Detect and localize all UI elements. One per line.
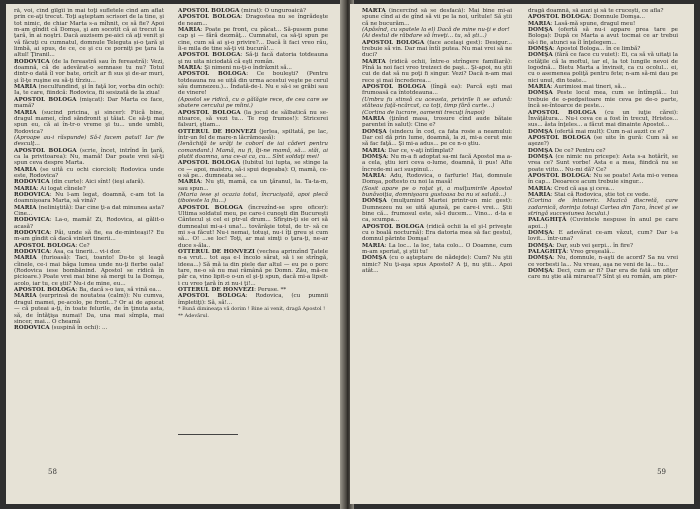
dialogue-line	[178, 71, 328, 96]
dialogue-text: (mirat): O unguroaică?	[239, 8, 306, 14]
dialogue-line	[178, 293, 328, 306]
speaker-name: DOMŞA	[528, 147, 553, 154]
dialogue-text: (neculfundind, şi în faţă lor, vorba din ochi): Ia, te care, fiindcă: Rodovica, fii sesizată de la ziua!	[14, 84, 164, 97]
footnote-divider	[178, 434, 238, 435]
stage-direction-text: (Umbra fu stinsă cu aceasta, privirile li se adună: stăteau faţă-ncărcat, ca toţi, timp fără curte...)	[362, 96, 512, 110]
speaker-name: APOSTOL BOLOGA	[178, 71, 247, 78]
dialogue-text: De ce? Pentru ce?	[552, 147, 606, 154]
dialogue-line	[362, 224, 512, 243]
speaker-name: PALAGHIŢĂ	[528, 249, 567, 256]
dialogue-text: (cu o aşteptare de nădejde): Cum? Nu ştii nimic? Nu ţi-aşa spus Apostol? A ţi, nu ştii... Apoi atât...	[362, 255, 512, 275]
speaker-name: PALAGHIŢĂ	[528, 217, 567, 224]
speaker-name: DOMŞA	[528, 255, 553, 262]
dialogue-text: : Nu m-a fi adoptat sa-mi facă Apostol ma a-a cela, ştiu ieri ceva o-lume, doamnă, îi pus! Aflu încrede-mi aci suspinul...	[362, 153, 512, 173]
dialogue-text: : Vreo greşeală...	[566, 249, 615, 256]
dialogue-text: (scrie, încet, intrînd în ţară, ca la privitoarea): Nu, mamă! Dar poate vrei să-ţi spun ceva despre Marta.	[14, 147, 164, 167]
dialogue-text: : Nu l-am legat, doamnă, c-am tot la doamnișoara Marta, să vină?	[14, 191, 164, 205]
dialogue-line	[528, 90, 678, 109]
speaker-name: DOMŞA	[528, 27, 553, 34]
right-page	[350, 4, 694, 504]
right-page-number: 59	[657, 468, 666, 476]
dialogue-line	[14, 8, 164, 59]
dialogue-text: (ofertă să nu-i appare prea tare pe Bologa): După ce Marta a avut tocmai ce ar trebui să-i fie, atunci sa îl înţelegem...	[528, 27, 678, 46]
dialogue-text: : Dar, sub vei şerpi... în fire?	[552, 242, 633, 249]
speaker-name: APOSTOL BOLOGA	[178, 8, 240, 14]
dialogue-line	[528, 268, 678, 281]
dialogue-line	[14, 192, 164, 205]
stage-direction-text: (Cortina de întuneric. Muzică discretă, care zadarnică, dorinţa totuşi Cartea din Ţara, încet şi se stringă succesiunea locului.)	[528, 198, 678, 217]
speaker-name: DOMŞA	[528, 90, 553, 97]
speaker-name: APOSTOL BOLOGA	[528, 14, 590, 21]
dialogue-text: : Lasă-mă spune, dragul meu!	[550, 20, 636, 27]
speaker-name: DOMŞA	[528, 128, 553, 135]
dialogue-text: (din curte): Aici sînt! (ieşi afară).	[49, 179, 145, 186]
speaker-name: RODOVICA	[14, 179, 50, 186]
speaker-name: MARIA	[528, 84, 551, 91]
dialogue-text: (face acelaşi gest): Desigur... trebuie să vin. Dar mai întîi putea. Nu mai vrei să ne duci?	[362, 39, 512, 59]
dialogue-text: dragă doamnă, să auzi şi să te crucești, ce afla?	[528, 8, 664, 14]
speaker-name: OTTERUL DE HONVEZI	[178, 128, 257, 135]
speaker-name: MARIA	[362, 115, 385, 122]
dialogue-line	[14, 255, 164, 287]
speaker-name: APOSTOL BOLOGA	[528, 134, 591, 141]
dialogue-text: : Adu, Rodovica, o farfurie! Hai, domnule Domşa, poftesto cu noi la masă!	[362, 172, 512, 186]
speaker-name: APOSTOL BOLOGA	[178, 160, 241, 167]
stage-direction	[178, 141, 328, 160]
dialogue-line	[362, 243, 512, 256]
dialogue-text: (surprinsă de noutatea (calm)): Nu cumva, dragul mamei, pe-acolo, pe front...? Or ai de apucat — că puteai a-ţi, în toate felurile, de în ţinuta asta, să, de întăţişa numai! Da, una mai sîmpla, mai sincer, mai... O cheamă	[14, 293, 164, 325]
dialogue-line	[14, 217, 164, 230]
dialogue-line	[14, 97, 164, 110]
dialogue-text: : Nu şti, mamă, ca un ţăranul, la. Ta-ta-m, sau spun...	[178, 179, 328, 192]
dialogue-text: : Apostol Bologa... în ce limbă?	[552, 46, 641, 53]
dialogue-line	[14, 230, 164, 243]
dialogue-text: (sucind pricina, şi sincer): Fiică bine, dragul mamei, cînd săndronit şi tăiat. Ce să-ţi mai spun eu, că ai în-tr-o vreme şi tu... unde umbli, Rodovica?	[14, 109, 164, 135]
dialogue-line	[14, 167, 164, 180]
stage-direction-text: (Apăsînd, cu spatele la el) Dacă de mine nu-ţi e dor!	[362, 27, 510, 34]
dialogue-text: (mişcat): Dar Marta ce face, mamă?	[14, 96, 164, 110]
dialogue-line	[14, 59, 164, 84]
dialogue-text: : Domnule Domşa...	[589, 14, 646, 21]
dialogue-text: : Nu, domnule, n-aşti de acord? Sa nu vrei ce vorbesti la... Nu vreau, aşa ne veni de la... tu...	[528, 255, 678, 268]
speaker-name: MARIA	[14, 185, 37, 192]
speaker-name: APOSTOL BOLOGA	[14, 147, 77, 154]
dialogue-line	[178, 52, 328, 65]
dialogue-line	[528, 135, 678, 148]
dialogue-text: : Nu se poate! Asta mi-o venea în cap... Deoarece acum trebuie singur...	[528, 172, 678, 186]
dialogue-line	[14, 110, 164, 135]
dialogue-line	[362, 173, 512, 186]
dialogue-line	[14, 205, 164, 218]
speaker-name: RODOVICA	[14, 249, 50, 256]
speaker-name: DOMŞA	[362, 255, 387, 262]
speaker-name: DOMŞA	[362, 128, 387, 135]
speaker-name: APOSTOL BOLOGA	[362, 84, 427, 91]
speaker-name: DOMŞA	[362, 198, 387, 205]
speaker-name: DOMŞA	[528, 52, 553, 59]
speaker-name: MARIA	[178, 27, 201, 34]
speaker-name: MARIA	[362, 242, 385, 249]
dialogue-text: : Ce bouleşti? (Pentru totdeauna nu se uită din urma acestui veşte pe cerul său dumnezeu.)... Îndată-de-l. Nu e să-i se grăbi sau de vinere!	[178, 71, 328, 97]
dialogue-text: (ţinînd masa, trosure cînd aude bătaie parentei în salut): Cine e?	[362, 115, 512, 129]
dialogue-text: : La loc... la loc, tata colo... O Doamne, cum m-am speriat, şi știi tu!	[362, 242, 512, 256]
dialogue-text: (cu un iuţie cărei): Învăţătura... Nu-i ceva ce a fost în trecut, Hristos... sus... ăsta înţeles... a făcut mai dinainte Apostol...	[528, 109, 678, 129]
speaker-name: OTTERUL DE HONVEZI	[178, 287, 255, 294]
speaker-name: RODOVICA	[14, 191, 50, 198]
dialogue-line	[178, 110, 328, 129]
dialogue-text: : Poate pe front, cu păcat... Să-pusem pune cap şi — fără dezmăţ... Cumnatul, ca să-ţi spun pe cine, cum să ai şi-o privire?... Dacă îi faci vreo rău, îi-e mila de tine să-ţi vii bucură!...	[178, 27, 328, 53]
dialogue-line	[362, 8, 512, 27]
speaker-name: RODOVICA	[14, 230, 50, 237]
dialogue-text: (Iubitul lui lupta, se stinge la ce — apoi, maistru, să-i spui degeaba): O, mamă, ce-o să pe... dumneata se...	[178, 160, 328, 179]
stage-direction	[14, 135, 164, 148]
dialogue-text: (ridică ochii la el şi-l priveşte cu o boală nocturnă): Era datoria mea să fac gestul, domnul părinte Domşa!	[362, 223, 512, 243]
dialogue-line	[178, 160, 328, 179]
dialogue-line	[362, 154, 512, 173]
stage-direction-text: (Aproape au-i răspunde) Să-l facem patul! Iar fie desculţ...	[14, 134, 164, 148]
dialogue-text: (neliniştită): Dar cine ţi-a dat minunea asta? Cine...	[14, 204, 164, 217]
speaker-name: MARIA	[528, 185, 551, 192]
dialogue-line	[528, 52, 678, 84]
dialogue-text: : Aurimiosi mai tineri, să...	[550, 84, 627, 91]
left-page	[6, 4, 344, 504]
speaker-name: MARTA	[362, 8, 386, 14]
speaker-name: MARIA	[528, 191, 551, 198]
speaker-name: MARIA	[14, 84, 37, 91]
dialogue-text: : Stai că Rodovica, știe tot ce vede.	[550, 191, 651, 198]
dialogue-text: Peste locul mea, cum se întîmplă... lui trebuie de o-pedpsitoare mie ceva pe de-o parte, încă se-întoarce de peste...	[528, 90, 678, 110]
dialogue-line	[528, 27, 678, 46]
dialogue-line	[178, 179, 328, 192]
dialogue-text: (suspină în ochi): ...	[49, 325, 108, 332]
dialogue-line	[14, 84, 164, 97]
dialogue-line	[178, 205, 328, 249]
left-page-column-1	[14, 8, 164, 454]
dialogue-line	[362, 116, 512, 129]
dialogue-text: (de la fereastră sau în fereastră): Vezi, doamnă, că de adevărat-o semnase tu nu? Totul dintr-o dată îl vor bate, oricît ar fi sus şi de-ar muri, şi îl-ţe ruşine eu să-ţi tîrziu...	[14, 58, 164, 84]
speaker-name: APOSTOL BOLOGA	[178, 14, 241, 21]
left-page-number: 58	[48, 468, 57, 476]
speaker-name: MARIA	[14, 204, 37, 211]
dialogue-line	[528, 255, 678, 268]
dialogue-text: : La-o, mamă! Zi, Rodovica, ai gălit-o acasă?	[14, 217, 164, 230]
speaker-name: OTTERUL DE HONVEZI	[178, 249, 255, 256]
speaker-name: DOMŞA	[528, 153, 553, 160]
stage-direction	[362, 186, 512, 199]
speaker-name: APOSTOL BOLOGA	[178, 109, 241, 116]
dialogue-text: : Rodovica, (cu pumnii împletiţi): Să, să!...	[178, 293, 328, 306]
left-page-column-2	[178, 8, 328, 454]
speaker-name: MARIA	[362, 172, 385, 179]
stage-direction-text: (Ienăchiţă te urâţi te coborî de iai căderi pentru comandant.) Mamă, nu fi, îţi-ne mamă, să... stăi, ai plutit doamna, una ce-ai ca, cu... Sînt soldaţi mei!	[178, 141, 328, 160]
speaker-name: RODOVICA	[14, 217, 50, 224]
dialogue-text: (sindecu în cod, ca fata rosie a neamului: Dar cel dă prin lume, doamnă, la zi, mi-a cerut mie să fac faţă... Şi mi-a adus... pe ce n-o ştiu.	[362, 128, 512, 148]
stage-direction	[178, 192, 328, 205]
dialogue-text: (furioasă): Taci, toanto! Du-te şi leagă cîinele, ce-i mai băga lumea unde nu-ţi fierbe oala! (Rodovica iese bombănind. Apostol se ridică în picioare.) Poate vrei mai bine să mergi tu la Domşa, acolo, iar tu, ce ştii? Nu-i de mine, eu...	[14, 255, 164, 287]
speaker-name: MARIA	[362, 147, 385, 154]
speaker-name: APOSTOL BOLOGA	[178, 204, 243, 211]
speaker-name: MARTA	[362, 58, 386, 65]
dialogue-line	[178, 129, 328, 142]
dialogue-text: (se uite în gură: Cum să se aşeze?)	[528, 134, 678, 148]
speaker-name: APOSTOL BOLOGA	[178, 52, 241, 59]
speaker-name: MARIA	[14, 255, 37, 262]
speaker-name: DOMŞA	[528, 230, 553, 237]
dialogue-line	[362, 40, 512, 59]
stage-direction	[362, 97, 512, 110]
speaker-name: APOSTOL BOLOGA	[14, 96, 77, 103]
speaker-name: DOMŞA	[528, 242, 553, 249]
speaker-name: RODOVICA	[14, 58, 50, 65]
stage-direction-text: (Maria iese şi ocazia totul, încrucişată, apoi plecă țiboieste la fiu...)	[178, 191, 328, 205]
dialogue-text: : Cred că aşa şi ceva...	[550, 185, 615, 192]
dialogue-line	[362, 59, 512, 84]
dialogue-text: (jerlea, spiltată, pe lac, într-un fel de mare-n lăcrămoasă):	[178, 128, 328, 141]
footnote-text: ** Adevărul.	[178, 312, 209, 319]
dialogue-text: : Păi, unde să fie, ea de-minteaşi!? Eu m-am gîndit că dacă vinleri tinerii...	[14, 230, 164, 243]
dialogue-text: : Şi nimeni nu-ţi-o îndrăznit să...	[200, 65, 292, 72]
dialogue-line	[362, 84, 512, 97]
stage-direction	[528, 198, 678, 217]
dialogue-text: : Ce?	[75, 242, 90, 249]
dialogue-text: : Dar ce, v-aţi întîmplat?	[384, 147, 454, 154]
stage-direction-text: (Sosit apare pe o roţat şi, a mulţumirile Apostol bunăvoiţia, domnişoara gustoasa ba nu si salută...)	[362, 185, 512, 198]
speaker-name: DOMŞA	[528, 46, 553, 53]
dialogue-line	[528, 217, 678, 230]
dialogue-text: (la jocul de sălbatică nu se-ntoarce, să vezi tu... Te rog frumos!): Stricerei falsuri, ştiam...	[178, 109, 328, 129]
dialogue-line	[178, 14, 328, 27]
dialogue-text: (mulţumind Martei printr-un mic gest): Dumnezeu nu se uită ajunsă, pe care-i vrei... Ştii bine că... frumosul este, să-l ducem... Vino... d-ta e ca, scumpa...	[362, 198, 512, 224]
dialogue-text: (ce nimic nu pricepe): Asta s-a hotărît, se vrea ce? Sunt vorbe! Asta e a mea, fiindcă nu se poate viito... Nu-mi dă? Ce?	[528, 153, 678, 173]
speaker-name: APOSTOL BOLOGA	[362, 39, 425, 46]
footnote-text: * Bună dimineaţa vă dorim ! Bine ai venit, dragă Apostol !	[178, 306, 326, 313]
dialogue-text: (se uită cu ochi ciorcioli; Rodovica unde este, Rodovica?	[14, 166, 164, 179]
dialogue-text: ră, voi, cînd gîlgîi în mai toţi sufletele cînd am aflat prin ce-aţi trecut. Toţi aşteptam scrisori de la tine, şi tot nimic, de chiar Marta s-a mîhnit, ce să fie? Apoi m-am gîndit că Domşa, şi am socotit că ai trecut la ţară, în ai noştri. Dacă auzisem pe-aici că aţi venit şi vă făcuţi cu cumnatul, domnule Teleguta și-o ţară şi limbă, ai spus, de ce, ce şi cu ce porniţi pe ţara la altul! Ţiranil...	[14, 8, 164, 59]
dialogue-text: : E adevărat ce-am văzut, cum? Dar i-a lovit... într-una?	[528, 230, 678, 243]
dialogue-line	[178, 249, 328, 287]
speaker-name: MARIA	[178, 179, 201, 186]
dialogue-text: (ofertă mai mult): Cum n-ai auzit ce e?	[552, 128, 665, 135]
dialogue-text: (vechea aprinzînd Ţatele n-a vrut... tot aşa e-l încolo sărat, să i se strîngă, ideea...) Să mă ia din piele dar altul — eu pe o porc tare, ne-o să nu mai rămână pe Domn. Zău, mă-ce păr ca, vino lipit-o o-un el şi-ţi spun, dacă mi-a lipsit-i cu vreo ţară în zi nu-i ţi!...	[178, 249, 328, 287]
right-page-column-1	[362, 8, 512, 454]
speaker-name: RODOVICA	[14, 325, 50, 332]
dialogue-line	[528, 154, 678, 173]
stage-direction-text: (Ai destul de răbdare să înveţi... tu, să şti...)	[362, 33, 487, 40]
dialogue-line	[14, 148, 164, 167]
dialogue-text: (ridică ochii, între-o strîngere familiară): Pînă la noi faci vreo treizeci de paşi... Şi-apoi, nu ştii cui de dat să nu poţi fi singur. Vezi? Dacă n-am mai rece şi mai încrederea...	[362, 58, 512, 84]
dialogue-line	[14, 293, 164, 325]
speaker-name: DOMŞA	[528, 268, 553, 275]
dialogue-text: (încrezînd-se spre oficer): Ultima soldatul meu, pe care-i cunoşti din Bucureşti Cântecul și cel ei ptr-ul drum... Sfîrşin-ţi sie ori să dumnealui mi-a-i una!... tovărăşie totul, de tr- să ce mi s-a făcut! Nu-i nemai, totuşi, nu-i îţi greu și cum să... O! ...se loc! Toţi, ar mai simţi o ţara-ţi, ne-ar duce s-ăla..	[178, 204, 328, 249]
stage-direction-text: (Cortina de lucrare, oamenii trecuţi înapoi)	[362, 109, 485, 116]
dialogue-text: : Ai logat cîinele?	[36, 185, 86, 192]
dialogue-text: : Asa, ca tinerii... vi-i dor.	[49, 249, 121, 256]
speaker-name: MARIA	[178, 65, 201, 72]
dialogue-line	[362, 129, 512, 148]
speaker-name: MARIA	[14, 109, 37, 116]
dialogue-text: (Cuvintele nespuse în anul pe care apoi...)	[528, 217, 678, 230]
dialogue-line	[362, 198, 512, 223]
dialogue-text: (fără ce face cu vuiet): Ei, ca să vă uitaţi la cetăţile că la moftul, iar el, la tot lungile nevoi de logodnă... Bietu Marta a învinsit, ca cu ocolul... ei, cu o asemenea poliţă pentru fete; n-am să-mi dau pe nici unul, din toate...	[528, 52, 678, 84]
speaker-name: MARIA	[14, 166, 37, 173]
speaker-name: APOSTOL BOLOGA	[528, 172, 590, 179]
dialogue-text: : Peruse. **	[254, 287, 287, 294]
speaker-name: MARIA	[528, 20, 551, 27]
dialogue-line	[178, 27, 328, 52]
speaker-name: APOSTOL BOLOGA	[14, 287, 76, 294]
speaker-name: APOSTOL BOLOGA	[528, 109, 597, 116]
dialogue-line	[528, 110, 678, 129]
dialogue-line	[528, 230, 678, 243]
dialogue-text: (lîngă ea): Parcă eşti mai frumoasă ca întotdeauna...	[362, 84, 512, 97]
speaker-name: APOSTOL BOLOGA	[14, 242, 76, 249]
speaker-name: MARIA	[14, 293, 37, 300]
dialogue-line	[14, 325, 164, 331]
stage-direction-text: (Apostol se ridică, cu o gălăgie rece, de cea care se sbatere cercului pe mîini.)	[178, 96, 328, 110]
dialogue-text: (încercînd să se desfacă): Mai bine mi-ai spune cînd ai de gînd să vii pe la noi, urîtule! Să ştii că ne bucurăm...	[362, 8, 512, 27]
right-page-column-2	[528, 8, 678, 454]
dialogue-line	[528, 173, 678, 186]
footnote	[178, 313, 328, 319]
speaker-name: DOMŞA	[362, 153, 387, 160]
speaker-name: APOSTOL BOLOGA	[362, 223, 425, 230]
stage-direction	[178, 97, 328, 110]
dialogue-text: : Deci, cum ar fi? Dar era de fată un ofiţer care nu ştie ală mirarea!? Sînt şi eu român, am pier-	[528, 268, 678, 281]
dialogue-text: : Ba, dacă s-o iau, să vină ea...	[75, 287, 162, 294]
speaker-name: APOSTOL BOLOGA	[178, 293, 246, 300]
dialogue-text: : Dragostea nu se îngrădeşte de neam...	[178, 14, 328, 27]
dialogue-line	[362, 255, 512, 274]
dialogue-text: : Să-ţi facă datoria totdeauna şi nu uita niciodată că eşti român.	[178, 52, 328, 65]
